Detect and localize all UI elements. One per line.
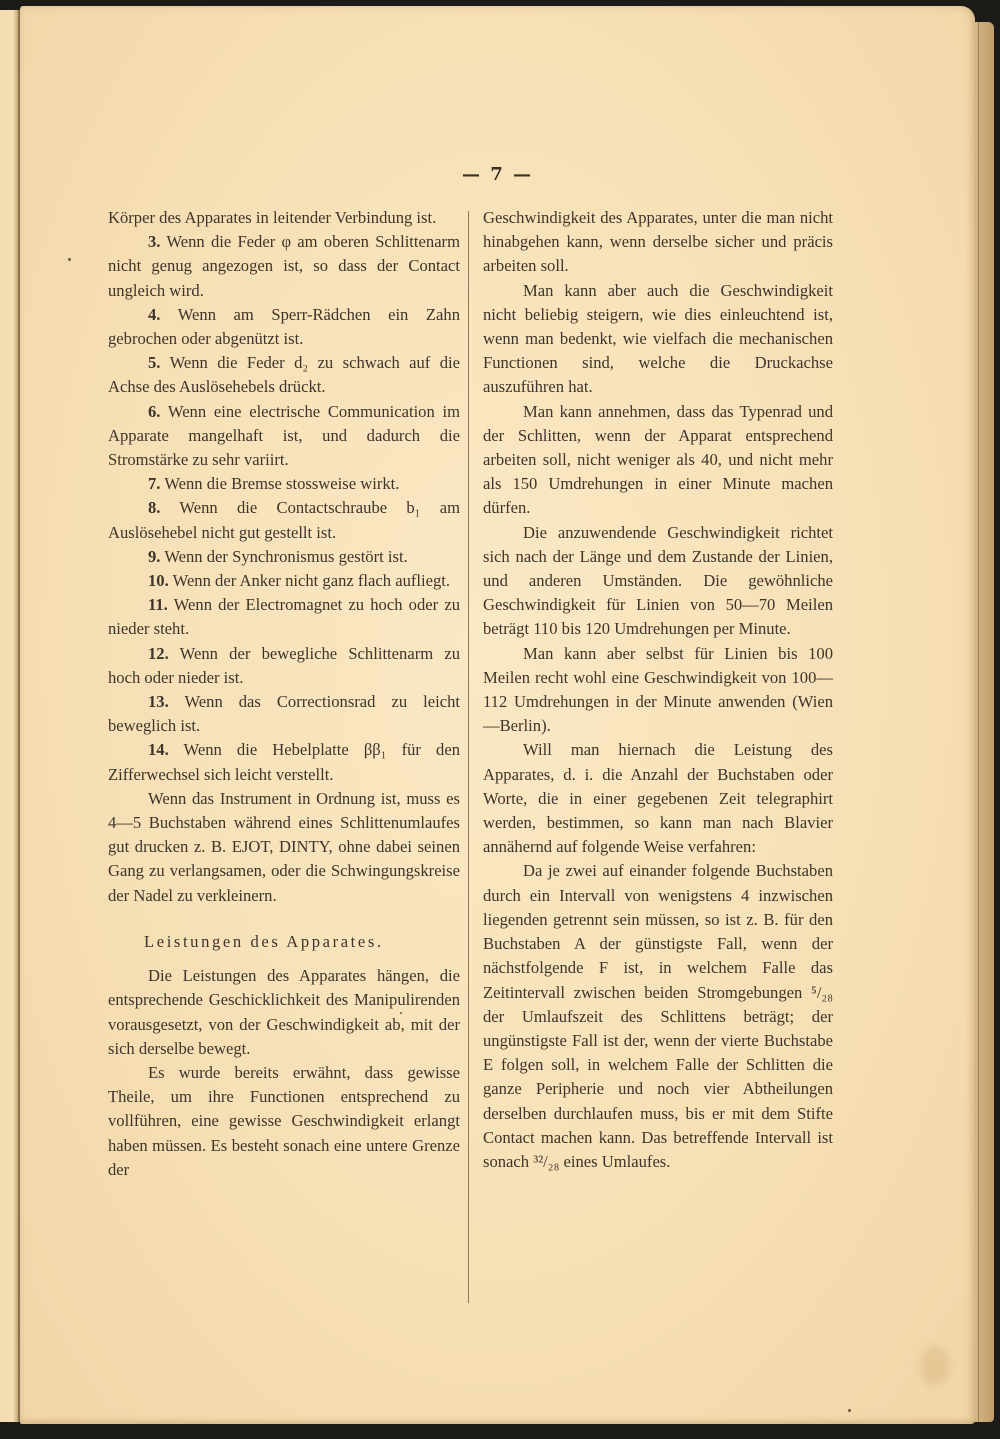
item-text: Wenn der bewegliche Schlittenarm zu hoch oder nieder ist.	[108, 643, 460, 687]
item-text: Wenn eine electrische Communication im Apparate mangelhaft ist, und dadurch die Stromstärke zu sehr variirt.	[108, 401, 460, 470]
item-number: 9.	[148, 546, 161, 566]
book-page	[20, 6, 975, 1424]
item-number: 3.	[148, 232, 161, 252]
list-item	[108, 738, 460, 786]
list-item	[108, 690, 460, 738]
list-item	[108, 593, 460, 641]
section-heading: Leistungen des Apparates.	[144, 931, 384, 951]
item-number: 6.	[148, 401, 161, 421]
list-item	[108, 303, 460, 351]
right-column	[483, 206, 833, 1174]
item-text: Wenn die Contactschraube b₁ am Auslösehebel nicht gut gestellt ist.	[108, 498, 460, 542]
item-text: Wenn am Sperr-Rädchen ein Zahn gebrochen oder abgenützt ist.	[108, 304, 460, 349]
item-text: Wenn die Feder d₂ zu schwach auf die Achse des Auslösehebels drückt.	[108, 353, 461, 397]
page-number: — 7 —	[461, 164, 534, 185]
item-text: Wenn die Feder φ am oberen Schlittenarm nicht genug angezogen ist, so dass der Contact ungleich wird.	[108, 232, 460, 300]
item-text: Wenn der Anker nicht ganz flach aufliegt.	[172, 571, 451, 591]
item-number: 14.	[148, 740, 169, 760]
list-item	[108, 496, 460, 544]
paper-speck	[68, 258, 71, 261]
paragraph: Es wurde bereits erwähnt, dass gewisse Theile, um ihre Functionen entsprechend zu vollführen, eine gewisse Geschwindigkeit erlangt haben müssen. Es besteht sonach eine untere Grenze der	[108, 1062, 460, 1179]
paragraph: Da je zwei auf einander folgende Buchstaben durch ein Intervall von wenigstens 4 inzwischen liegenden getrennt sein müssen, so ist z. B. für den Buchstaben A der günstigste Fall, wenn der nächstfolgende F ist, in welchem Falle das Zeitintervall zwischen beiden Stromgebungen ⁵/₂₈ der Umlaufszeit des Schlittens beträgt; der ungünstigste Fall ist der, wenn der vierte Buchstabe E folgen soll, in welchem Falle der Schlitten die ganze Peripherie und noch vier Abtheilungen derselben durchlaufen muss, bis er mit dem Stifte Contact machen kann. Das betreffende Intervall ist sonach ³²/₂₈ eines Umlaufes.	[483, 861, 833, 1171]
list-item	[108, 472, 460, 496]
paragraph: Man kann aber auch die Geschwindigkeit nicht beliebig steigern, wie dies einleuchtend ist, wenn man bedenkt, wie vielfach die mechanischen Functionen sind, welche die Druckachse auszuführen hat.	[483, 280, 833, 397]
list-item	[108, 230, 460, 303]
paper-speck	[848, 1409, 851, 1412]
item-number: 8.	[148, 498, 161, 518]
previous-page-edge	[0, 10, 20, 1422]
item-number: 5.	[148, 353, 161, 373]
paragraph: Geschwindigkeit des Apparates, unter die man nicht hinabgehen kann, wenn derselbe sicher und präcis arbeiten soll.	[483, 208, 833, 276]
item-text: Wenn die Bremse stossweise wirkt.	[164, 474, 400, 494]
item-number: 4.	[148, 304, 161, 324]
list-item	[108, 351, 460, 399]
item-number: 11.	[148, 595, 168, 615]
list-item	[108, 642, 460, 690]
paragraph: Man kann annehmen, dass das Typenrad und der Schlitten, wenn der Apparat entsprechend arbeiten soll, nicht weniger als 40, und nicht mehr als 150 Umdrehungen in einer Minute machen dürfen.	[483, 401, 833, 518]
item-number: 10.	[148, 571, 169, 591]
paragraph: Will man hiernach die Leistung des Apparates, d. i. die Anzahl der Buchstaben oder Worte, die in einer gegebenen Zeit telegraphirt werden, bestimmen, so kann man nach Blavier annähernd auf folgende Weise verfahren:	[483, 740, 833, 857]
item-text: Wenn die Hebelplatte ββ₁ für den Zifferwechsel sich leicht verstellt.	[108, 740, 460, 784]
paragraph: Man kann aber selbst für Linien bis 100 Meilen recht wohl eine Geschwindigkeit von 100—112 Umdrehungen in der Minute anwenden (Wien—Berlin).	[483, 643, 833, 736]
item-number: 7.	[148, 474, 161, 494]
list-item	[108, 545, 460, 569]
item-number: 12.	[148, 643, 169, 663]
column-divider	[468, 211, 469, 1303]
list-item	[108, 569, 460, 593]
paragraph: Körper des Apparates in leitender Verbindung ist.	[108, 208, 437, 227]
item-text: Wenn das Correctionsrad zu leicht beweglich ist.	[108, 692, 460, 736]
left-column	[108, 206, 460, 1182]
list-item	[108, 400, 460, 473]
paragraph: Die anzuwendende Geschwindigkeit richtet sich nach der Länge und dem Zustande der Linien, und anderen Umständen. Die gewöhnliche Geschwindigkeit für Linien von 50—70 Meilen beträgt 110 bis 120 Umdrehungen per Minute.	[483, 522, 833, 639]
item-number: 13.	[148, 692, 169, 712]
paragraph: Die Leistungen des Apparates hängen, die entsprechende Geschicklichkeit des Manipulirenden vorausgesetzt, von der Geschwindigkeit ab, mit der sich derselbe bewegt.	[108, 966, 460, 1058]
paragraph: Wenn das Instrument in Ordnung ist, muss es 4—5 Buchstaben während eines Schlittenumlaufes gut drucken z. B. EJOT, DINTY, ohne dabei seinen Gang zu verlangsamen, oder die Schwingungskreise der Nadel zu verkleinern.	[108, 788, 460, 905]
item-text: Wenn der Electromagnet zu hoch oder zu nieder steht.	[108, 595, 460, 639]
paper-stain	[920, 1346, 950, 1386]
item-text: Wenn der Synchronismus gestört ist.	[164, 546, 408, 566]
